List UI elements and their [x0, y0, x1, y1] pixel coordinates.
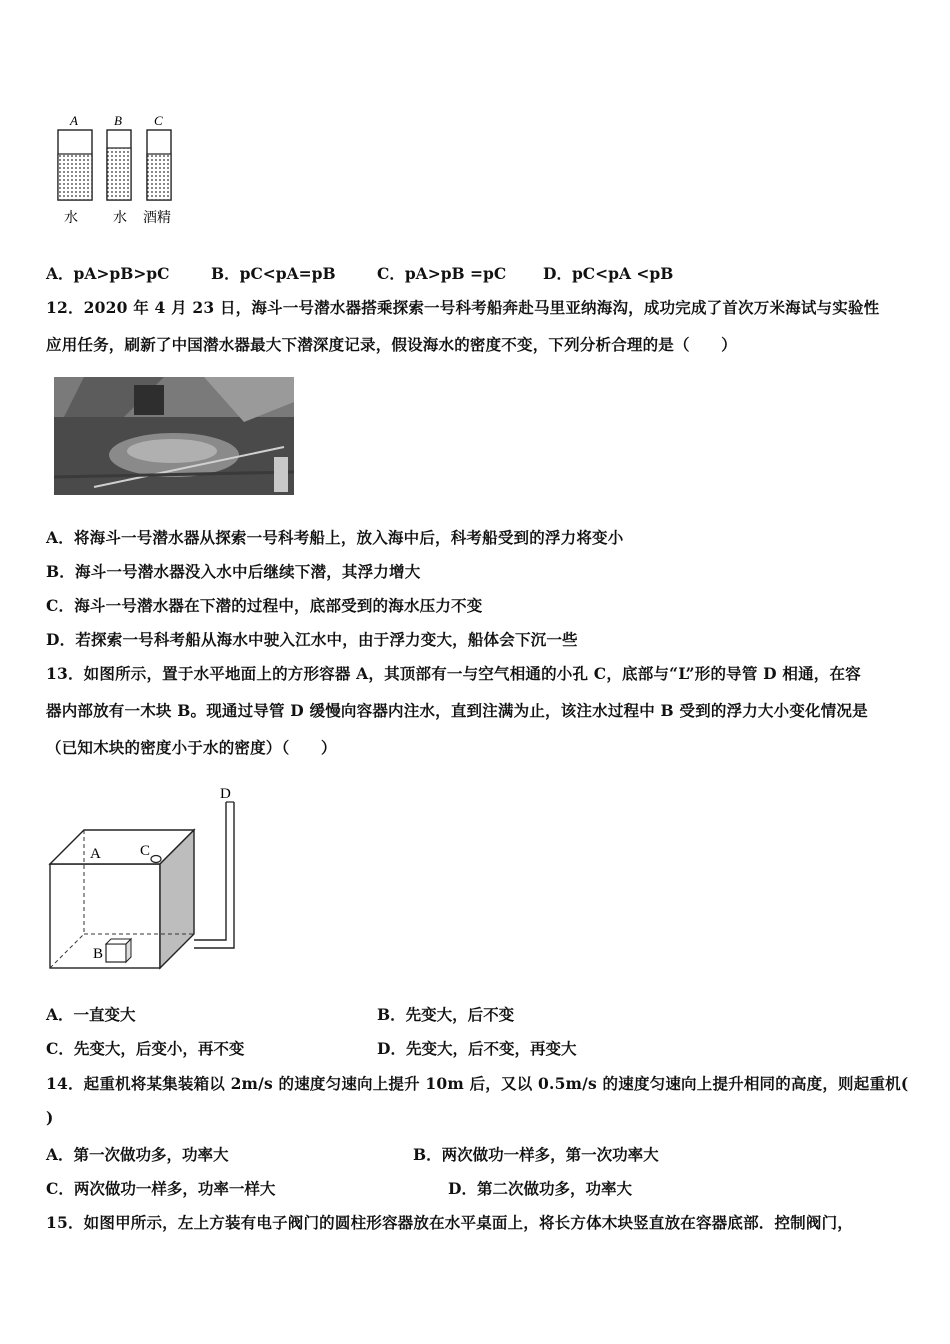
- q11-option-a: A．pA>pB>pC: [46, 264, 170, 283]
- q11-option-b: B．pC<pA=pB: [211, 264, 336, 283]
- q13-option-c: C．先变大，后变小，再不变: [46, 1039, 245, 1058]
- q12-option-a: A．将海斗一号潜水器从探索一号科考船上，放入海中后，科考船受到的浮力将变小: [46, 528, 624, 547]
- q14-option-c: C．两次做功一样多，功率一样大: [46, 1179, 276, 1198]
- q12-option-b: B．海斗一号潜水器没入水中后继续下潜，其浮力增大: [46, 562, 421, 581]
- q14-stem-line1: 14．起重机将某集装箱以 2m/s 的速度匀速向上提升 10m 后，又以 0.5m/s 的速度匀速向上提升相同的高度，则起重机(: [46, 1074, 909, 1093]
- q14-option-d: D．第二次做功多，功率大: [448, 1179, 632, 1198]
- q14-option-a: A．第一次做功多，功率大: [46, 1145, 229, 1164]
- label-a: A: [90, 846, 101, 862]
- submersible-photo: [54, 377, 294, 501]
- q14-stem-line2: ): [46, 1108, 54, 1127]
- q13-stem-line2: 器内部放有一木块 B。现通过导管 D 缓慢向容器内注水，直到注满为止，该注水过程中 B 受到的浮力大小变化情况是: [46, 701, 868, 720]
- container-pipe-figure: [44, 784, 244, 974]
- label-d: D: [220, 786, 231, 802]
- liquid-label-b: 水: [113, 210, 127, 226]
- q11-option-d: D．pC<pA <pB: [543, 264, 674, 283]
- q13-stem-line3: （已知木块的密度小于水的密度）（ ）: [46, 738, 337, 757]
- q13-stem-line1: 13．如图所示，置于水平地面上的方形容器 A，其顶部有一与空气相通的小孔 C，底部与“L”形的导管 D 相通，在容: [46, 664, 861, 683]
- q12-stem-line2: 应用任务，刷新了中国潜水器最大下潜深度记录，假设海水的密度不变，下列分析合理的是（ ）: [46, 335, 737, 354]
- q14-option-b: B．两次做功一样多，第一次功率大: [413, 1145, 659, 1164]
- q15-stem-line1: 15．如图甲所示，左上方装有电子阀门的圆柱形容器放在水平桌面上，将长方体木块竖直放在容器底部．控制阀门，: [46, 1213, 853, 1232]
- q12-stem-line1: 12．2020 年 4 月 23 日，海斗一号潜水器搭乘探索一号科考船奔赴马里亚纳海沟，成功完成了首次万米海试与实验性: [46, 298, 880, 317]
- label-b: B: [93, 946, 104, 962]
- container-label-c: C: [154, 113, 163, 128]
- liquid-label-a: 水: [64, 210, 78, 226]
- q12-option-d: D．若探索一号科考船从海水中驶入江水中，由于浮力变大，船体会下沉一些: [46, 630, 578, 649]
- q13-option-d: D．先变大，后不变，再变大: [377, 1039, 577, 1058]
- q13-option-a: A．一直变大: [46, 1005, 136, 1024]
- q13-option-b: B．先变大，后不变: [377, 1005, 515, 1024]
- label-c: C: [140, 843, 151, 859]
- liquid-label-c: 酒精: [143, 210, 171, 226]
- container-label-b: B: [114, 113, 122, 128]
- container-label-a: A: [70, 113, 78, 128]
- q11-option-c: C．pA>pB =pC: [377, 264, 507, 283]
- q12-option-c: C．海斗一号潜水器在下潜的过程中，底部受到的海水压力不变: [46, 596, 483, 615]
- containers-figure: [50, 110, 190, 230]
